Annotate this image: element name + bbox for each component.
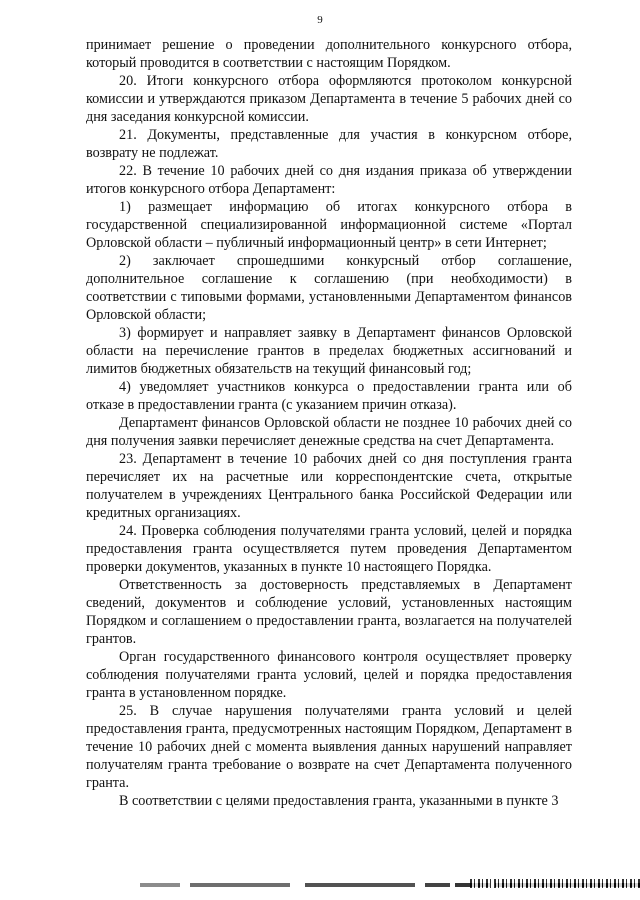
paragraph-item-25: 25. В случае нарушения получателями гранта условий и целей предоставления гранта, предусмотренных настоящим Порядком, Департамент в течение 10 рабочих дней с момента выявления данных нарушений направляет получателям гранта требование о возврате на счет Департамента полученного гранта. <box>86 703 572 791</box>
paragraph-financial-control: Орган государственного финансового контроля осуществляет проверку соблюдения получателями гранта условий, целей и порядка предоставления гранта в установленном порядке. <box>86 649 572 701</box>
paragraph-responsibility: Ответственность за достоверность представляемых в Департамент сведений, документов и соблюдение условий, установленных настоящим Порядком и соглашением о предоставлении гранта, возлагается на получателей грантов. <box>86 577 572 647</box>
paragraph-subitem-3: 3) формирует и направляет заявку в Департамент финансов Орловской области на перечисление грантов в пределах бюджетных ассигнований и лимитов бюджетных обязательств на текущий финансовый год; <box>86 325 572 377</box>
page-number: 9 <box>317 14 323 26</box>
paragraph-finance-dept: Департамент финансов Орловской области не позднее 10 рабочих дней со дня получения заявки перечисляет денежные средства на счет Департамента. <box>86 415 572 449</box>
paragraph-item-22: 22. В течение 10 рабочих дней со дня издания приказа об утверждении итогов конкурсного отбора Департамент: <box>86 163 572 197</box>
paragraph-subitem-4: 4) уведомляет участников конкурса о предоставлении гранта или об отказе в предоставлении гранта (с указанием причин отказа). <box>86 379 572 413</box>
paragraph-item-20: 20. Итоги конкурсного отбора оформляются протоколом конкурсной комиссии и утверждаются приказом Департамента в течение 5 рабочих дней со дня заседания конкурсной комиссии. <box>86 73 572 125</box>
paragraph-subitem-1: 1) размещает информацию об итогах конкурсного отбора в государственной специализированной информационной системе «Портал Орловской области – публичный информационный центр» в сети Интернет; <box>86 199 572 251</box>
paragraph-goals: В соответствии с целями предоставления гранта, указанными в пункте 3 <box>119 793 559 809</box>
scan-edge-ticks <box>470 879 640 888</box>
paragraph-item-23: 23. Департамент в течение 10 рабочих дней со дня поступления гранта перечисляет их на расчетные или корреспондентские счета, открытые получателем в учреждениях Центрального банка Российской Федерации или кредитных организациях. <box>86 451 572 521</box>
paragraph-item-21: 21. Документы, представленные для участия в конкурсном отборе, возврату не подлежат. <box>86 127 572 161</box>
document-body <box>86 36 572 810</box>
paragraph-subitem-2: 2) заключает спрошедшими конкурсный отбор соглашение, дополнительное соглашение к соглашению (при необходимости) в соответствии с типовыми формами, установленными Департаментом финансов Орловской области; <box>86 253 572 323</box>
paragraph-item-24: 24. Проверка соблюдения получателями гранта условий, целей и порядка предоставления гранта осуществляется путем проведения Департаментом проверки документов, указанных в пункте 10 настоящего Порядка. <box>86 523 572 575</box>
paragraph-continuation: принимает решение о проведении дополнительного конкурсного отбора, который проводится в соответствии с настоящим Порядком. <box>86 37 572 71</box>
